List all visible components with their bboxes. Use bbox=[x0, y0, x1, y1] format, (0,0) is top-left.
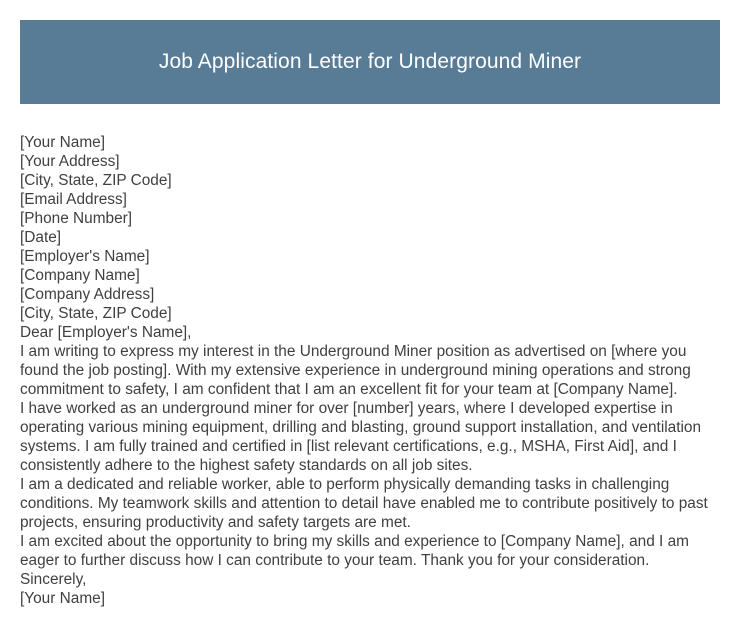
header-banner bbox=[20, 20, 720, 104]
paragraph-closing: I am excited about the opportunity to bring my skills and experience to [Company Name], and I am eager to further discuss how I can contribute to your team. Thank you for your consideration. bbox=[20, 533, 689, 569]
paragraph-intro: I am writing to express my interest in the Underground Miner position as advertised on [where you found the job posting]. With my extensive experience in underground mining operations and strong commitment to safety, I am confident that I am an excellent fit for your team at [Company Name]. bbox=[20, 343, 691, 398]
salutation: Dear [Employer's Name], bbox=[20, 324, 192, 341]
recipient-company: [Company Name] bbox=[20, 267, 140, 284]
letter-date: [Date] bbox=[20, 229, 62, 246]
closing: Sincerely, bbox=[20, 571, 87, 588]
recipient-company-address: [Company Address] bbox=[20, 286, 155, 303]
paragraph-qualities: I am a dedicated and reliable worker, able to perform physically demanding tasks in challenging conditions. My teamwork skills and attention to detail have enabled me to contribute positively to past projects, ensuring productivity and safety targets are met. bbox=[20, 476, 708, 531]
paragraph-experience: I have worked as an underground miner for over [number] years, where I developed expertise in operating various mining equipment, drilling and blasting, ground support installation, and ventilation systems. I am fully trained and certified in [list relevant certifications, e.g., MSHA, First Aid], and I consistently adhere to the highest safety standards on all job sites. bbox=[20, 400, 702, 474]
recipient-name: [Employer's Name] bbox=[20, 248, 150, 265]
signature: [Your Name] bbox=[20, 590, 105, 607]
recipient-city-state-zip: [City, State, ZIP Code] bbox=[20, 305, 172, 322]
letter-body bbox=[20, 133, 722, 608]
letter-title: Job Application Letter for Underground Miner bbox=[158, 50, 582, 73]
sender-name: [Your Name] bbox=[20, 134, 105, 151]
sender-address: [Your Address] bbox=[20, 153, 120, 170]
sender-email: [Email Address] bbox=[20, 191, 127, 208]
sender-city-state-zip: [City, State, ZIP Code] bbox=[20, 172, 172, 189]
sender-phone: [Phone Number] bbox=[20, 210, 133, 227]
